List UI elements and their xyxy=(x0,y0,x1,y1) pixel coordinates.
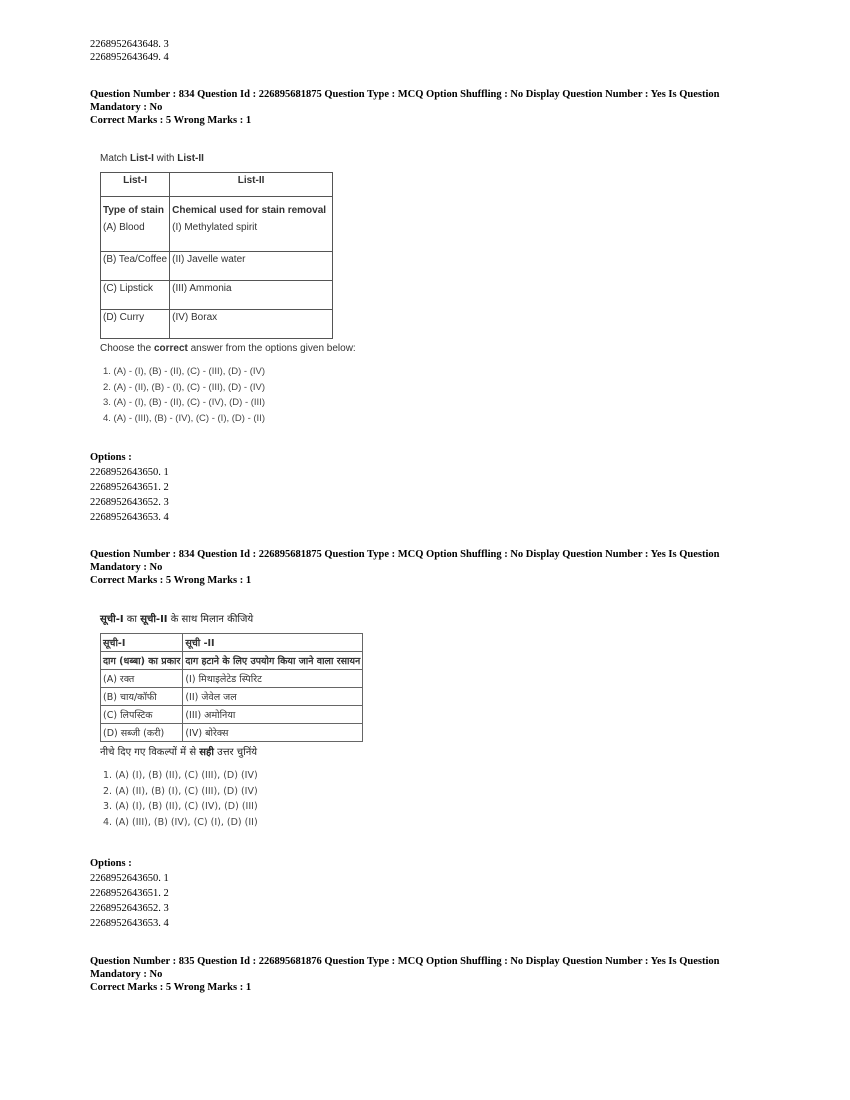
q1-marks: Correct Marks : 5 Wrong Marks : 1 xyxy=(90,115,252,126)
q1-answer-option: 2. (A) - (II), (B) - (I), (C) - (III), (D) - (IV) xyxy=(103,381,265,393)
q1-col2-head: List-II xyxy=(170,173,333,197)
q2-title-mid: का xyxy=(123,614,141,625)
q2-col2-sub: दाग हटाने के लिए उपयोग किया जाने वाला रसायन xyxy=(183,652,363,670)
q2-row-a: (D) सब्जी (करी) xyxy=(101,724,183,742)
q2-row-b: (IV) बोरेक्स xyxy=(183,724,363,742)
q2-options-label: Options : xyxy=(90,858,132,869)
q1-col2-sub: Chemical used for stain removal xyxy=(172,205,327,216)
q1-col1-sub: Type of stain xyxy=(103,205,164,216)
q1-answer-option: 3. (A) - (I), (B) - (II), (C) - (IV), (D) - (III) xyxy=(103,397,265,408)
q1-title-with: with xyxy=(153,153,178,164)
q2-question-body xyxy=(100,611,363,830)
q2-choose-text: उत्तर चुनिंये xyxy=(213,747,258,758)
q2-answer-option: 2. (A) (II), (B) (I), (C) (III), (D) (IV) xyxy=(103,785,258,797)
q3-marks: Correct Marks : 5 Wrong Marks : 1 xyxy=(90,982,252,993)
q2-header xyxy=(90,548,750,587)
q3-header xyxy=(90,955,750,994)
option-line: 2268952643650. 1 xyxy=(90,467,169,478)
q1-row-a: (A) Blood xyxy=(103,222,145,233)
option-line: 2268952643653. 4 xyxy=(90,512,169,523)
q2-choose-instruction xyxy=(100,744,363,758)
q2-header-line1: Question Number : 834 Question Id : 226895681875 Question Type : MCQ Option Shuffling : No Display Question Number : Yes Is Question xyxy=(90,549,720,560)
option-line: 2268952643653. 4 xyxy=(90,918,169,929)
option-line: 2268952643651. 2 xyxy=(90,888,169,899)
q1-cell xyxy=(101,197,170,252)
q1-options-label: Options : xyxy=(90,452,132,463)
q2-title-b1: सूची-I xyxy=(100,614,124,625)
q1-title-list2: List-II xyxy=(177,153,204,164)
q2-answer-option: 4. (A) (III), (B) (IV), (C) (I), (D) (II) xyxy=(103,816,258,828)
q1-row-b: (I) Methylated spirit xyxy=(172,222,258,233)
q1-row-b: (IV) Borax xyxy=(170,310,333,339)
q1-row-a: (C) Lipstick xyxy=(101,281,170,310)
q2-row-a: (C) लिपस्टिक xyxy=(101,706,183,724)
q1-question-title xyxy=(100,153,356,164)
q1-row-b: (III) Ammonia xyxy=(170,281,333,310)
option-line: 2268952643652. 3 xyxy=(90,497,169,508)
q2-options xyxy=(90,857,750,930)
q2-title-rest: के साथ मिलान कीजिये xyxy=(167,614,254,625)
q1-title-list1: List-I xyxy=(130,153,154,164)
q2-row-b: (I) मिथाइलेटेड स्पिरिट xyxy=(183,670,363,688)
q2-row-b: (III) अमोनिया xyxy=(183,706,363,724)
q1-header xyxy=(90,88,750,127)
q2-row-a: (B) चाय/कॉफी xyxy=(101,688,183,706)
q1-options xyxy=(90,451,750,524)
option-line: 2268952643648. 3 xyxy=(90,39,169,50)
q2-row-b: (II) जेवेल जल xyxy=(183,688,363,706)
q1-answer-option: 4. (A) - (III), (B) - (IV), (C) - (I), (D) - (II) xyxy=(103,412,265,424)
q1-header-line1: Question Number : 834 Question Id : 226895681875 Question Type : MCQ Option Shuffling : No Display Question Number : Yes Is Question xyxy=(90,89,720,100)
option-line: 2268952643649. 4 xyxy=(90,52,169,63)
q1-match-table xyxy=(100,172,333,339)
q1-answer-option: 1. (A) - (I), (B) - (II), (C) - (III), (D) - (IV) xyxy=(103,366,265,377)
q1-header-line2: Mandatory : No xyxy=(90,102,163,113)
q2-choose-text: नीचे दिए गए विकल्पों में से xyxy=(100,747,200,758)
top-options xyxy=(90,38,750,64)
q2-answer-option: 1. (A) (I), (B) (II), (C) (III), (D) (IV) xyxy=(103,770,258,781)
option-line: 2268952643651. 2 xyxy=(90,482,169,493)
q1-answer-options xyxy=(103,364,356,426)
q2-col2-head: सूची -II xyxy=(183,634,363,652)
q1-row-a: (D) Curry xyxy=(101,310,170,339)
q1-question-body xyxy=(100,153,356,426)
q1-cell xyxy=(170,197,333,252)
q1-row-b: (II) Javelle water xyxy=(170,252,333,281)
q2-row-a: (A) रक्त xyxy=(101,670,183,688)
q1-col1-head: List-I xyxy=(101,173,170,197)
q1-choose-text: answer from the options given below: xyxy=(187,343,356,354)
option-line: 2268952643652. 3 xyxy=(90,903,169,914)
q2-header-line2: Mandatory : No xyxy=(90,562,163,573)
q2-choose-bold: सही xyxy=(199,747,214,758)
option-line: 2268952643650. 1 xyxy=(90,873,169,884)
q2-question-title xyxy=(100,611,363,625)
q1-choose-bold: correct xyxy=(153,343,188,354)
q2-answer-options xyxy=(103,768,363,830)
q2-answer-option: 3. (A) (I), (B) (II), (C) (IV), (D) (III) xyxy=(103,801,258,812)
q1-row-a: (B) Tea/Coffee xyxy=(101,252,170,281)
q1-choose-instruction xyxy=(100,343,356,354)
q2-col1-head: सूची-I xyxy=(101,634,183,652)
q2-col1-sub: दाग (धब्बा) का प्रकार xyxy=(101,652,183,670)
q1-choose-text: Choose the xyxy=(100,343,154,354)
q2-title-b2: सूची-II xyxy=(140,614,168,625)
q1-title-text: Match xyxy=(100,153,131,164)
q3-header-line2: Mandatory : No xyxy=(90,969,163,980)
q2-marks: Correct Marks : 5 Wrong Marks : 1 xyxy=(90,575,252,586)
q2-match-table xyxy=(100,633,363,742)
q3-header-line1: Question Number : 835 Question Id : 226895681876 Question Type : MCQ Option Shuffling : No Display Question Number : Yes Is Question xyxy=(90,956,720,967)
